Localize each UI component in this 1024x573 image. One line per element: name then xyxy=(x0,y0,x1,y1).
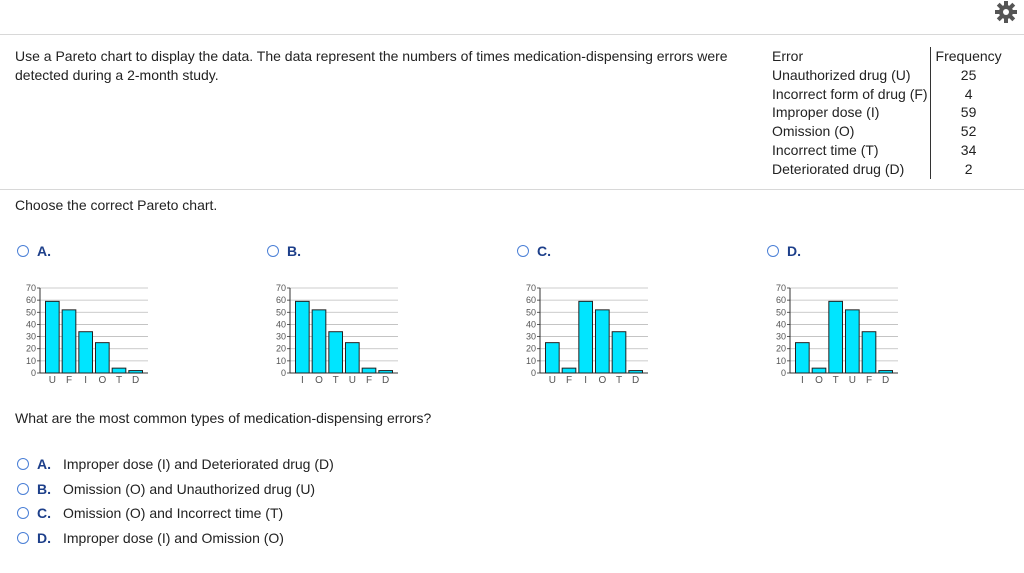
table-header-row xyxy=(770,47,1007,66)
option-letter: B. xyxy=(287,243,301,259)
gear-icon[interactable] xyxy=(994,0,1018,24)
y-tick-label: 30 xyxy=(25,331,36,342)
top-divider xyxy=(0,34,1024,35)
table-cell-error: Unauthorized drug (U) xyxy=(772,66,911,83)
y-tick-label: 30 xyxy=(525,331,536,342)
y-tick-label: 60 xyxy=(775,295,786,306)
option-letter: D. xyxy=(787,243,801,259)
answer-option-c[interactable] xyxy=(17,505,283,521)
table-header-frequency: Frequency xyxy=(930,47,1007,66)
option-letter: A. xyxy=(37,456,51,472)
y-tick-label: 30 xyxy=(275,331,286,342)
x-tick-label: F xyxy=(865,375,873,386)
bar xyxy=(312,310,326,373)
answer-text: Improper dose (I) and Omission (O) xyxy=(63,530,284,546)
y-tick-label: 50 xyxy=(775,307,786,318)
y-tick-label: 70 xyxy=(775,283,786,293)
bar xyxy=(796,343,810,373)
y-tick-label: 70 xyxy=(275,283,286,293)
chart-prompt: Choose the correct Pareto chart. xyxy=(15,197,218,213)
table-cell-error: Omission (O) xyxy=(772,123,855,140)
answer-option-d[interactable] xyxy=(17,530,284,546)
bar xyxy=(562,368,576,373)
y-tick-label: 20 xyxy=(525,343,536,354)
x-tick-label: I xyxy=(300,375,304,386)
x-tick-label: U xyxy=(48,375,56,386)
y-tick-label: 10 xyxy=(275,355,286,366)
x-tick-label: D xyxy=(632,375,640,386)
section-divider xyxy=(0,189,1024,190)
y-tick-label: 0 xyxy=(30,368,36,378)
bar xyxy=(862,332,876,373)
y-tick-label: 40 xyxy=(25,319,36,330)
bar xyxy=(629,371,643,373)
table-row xyxy=(770,66,1007,85)
x-tick-label: O xyxy=(598,375,607,386)
table-header-error: Error xyxy=(772,48,804,64)
bar xyxy=(612,332,626,373)
radio-button-icon[interactable] xyxy=(267,245,279,257)
bar xyxy=(62,310,76,373)
x-tick-label: F xyxy=(565,375,573,386)
bar xyxy=(579,301,593,373)
y-tick-label: 10 xyxy=(775,355,786,366)
y-tick-label: 40 xyxy=(775,319,786,330)
bar xyxy=(112,368,126,373)
y-tick-label: 40 xyxy=(525,319,536,330)
bar xyxy=(329,332,343,373)
table-row xyxy=(770,141,1007,160)
x-tick-label: I xyxy=(800,375,804,386)
chart-option-c[interactable] xyxy=(517,243,551,259)
table-row xyxy=(770,85,1007,104)
problem-statement: Use a Pareto chart to display the data. The data represent the numbers of times medication-dispensing errors were detected during a 2-month study. xyxy=(15,48,728,83)
table-cell-frequency: 4 xyxy=(930,85,1007,104)
table-row xyxy=(770,160,1007,179)
radio-button-icon[interactable] xyxy=(17,507,29,519)
table-row xyxy=(770,122,1007,141)
y-tick-label: 20 xyxy=(25,343,36,354)
bar xyxy=(296,301,310,373)
y-tick-label: 20 xyxy=(275,343,286,354)
bar xyxy=(346,343,360,373)
chart-option-d[interactable] xyxy=(767,243,801,259)
x-tick-label: U xyxy=(548,375,556,386)
table-cell-error: Deteriorated drug (D) xyxy=(772,160,905,177)
table-cell-frequency: 52 xyxy=(930,122,1007,141)
x-tick-label: T xyxy=(332,375,339,386)
bar xyxy=(46,301,60,373)
x-tick-label: F xyxy=(365,375,373,386)
bar xyxy=(129,371,143,373)
y-tick-label: 0 xyxy=(280,368,286,378)
x-tick-label: T xyxy=(832,375,839,386)
bar xyxy=(846,310,860,373)
x-tick-label: D xyxy=(132,375,140,386)
table-cell-frequency: 2 xyxy=(930,160,1007,179)
question-text: What are the most common types of medication-dispensing errors? xyxy=(15,410,432,426)
option-letter: C. xyxy=(537,243,551,259)
y-tick-label: 50 xyxy=(275,307,286,318)
option-letter: D. xyxy=(37,530,51,546)
y-tick-label: 10 xyxy=(25,355,36,366)
x-tick-label: F xyxy=(65,375,73,386)
answer-text: Omission (O) and Unauthorized drug (U) xyxy=(63,481,316,497)
bar xyxy=(379,371,393,373)
answer-text: Improper dose (I) and Deteriorated drug (D) xyxy=(63,456,334,472)
table-cell-error: Improper dose (I) xyxy=(772,104,880,121)
chart-option-b[interactable] xyxy=(267,243,301,259)
table-cell-error: Incorrect time (T) xyxy=(772,141,879,158)
bar xyxy=(596,310,610,373)
x-tick-label: I xyxy=(84,375,88,386)
table-cell-frequency: 25 xyxy=(930,66,1007,85)
y-tick-label: 60 xyxy=(275,295,286,306)
x-tick-label: O xyxy=(315,375,323,386)
y-tick-label: 70 xyxy=(525,283,536,293)
bar xyxy=(96,343,110,373)
radio-button-icon[interactable] xyxy=(517,245,529,257)
y-tick-label: 60 xyxy=(525,295,536,306)
radio-button-icon[interactable] xyxy=(767,245,779,257)
answer-text: Omission (O) and Incorrect time (T) xyxy=(63,505,284,521)
y-tick-label: 0 xyxy=(530,368,536,378)
table-row xyxy=(770,103,1007,122)
bar xyxy=(546,343,560,373)
y-tick-label: 30 xyxy=(775,331,786,342)
y-tick-label: 60 xyxy=(25,295,36,306)
frequency-table xyxy=(770,47,1007,179)
x-tick-label: D xyxy=(382,375,390,386)
radio-button-icon[interactable] xyxy=(17,532,29,544)
radio-button-icon[interactable] xyxy=(17,245,29,257)
answer-option-a[interactable] xyxy=(17,456,334,472)
answer-option-b[interactable] xyxy=(17,481,315,497)
pareto-chart-b xyxy=(264,280,404,390)
table-cell-frequency: 34 xyxy=(930,141,1007,160)
x-tick-label: U xyxy=(348,375,356,386)
option-letter: A. xyxy=(37,243,51,259)
bar xyxy=(79,332,93,373)
chart-option-a[interactable] xyxy=(17,243,51,259)
x-tick-label: O xyxy=(98,375,107,386)
pareto-chart-a xyxy=(14,280,154,390)
y-tick-label: 50 xyxy=(525,307,536,318)
pareto-chart-d xyxy=(764,280,904,390)
radio-button-icon[interactable] xyxy=(17,458,29,470)
bar xyxy=(812,368,826,373)
pareto-chart-c xyxy=(514,280,654,390)
x-tick-label: I xyxy=(584,375,588,386)
option-letter: C. xyxy=(37,505,51,521)
x-tick-label: O xyxy=(815,375,823,386)
table-cell-frequency: 59 xyxy=(930,103,1007,122)
y-tick-label: 10 xyxy=(525,355,536,366)
bar xyxy=(829,301,843,373)
x-tick-label: D xyxy=(882,375,890,386)
x-tick-label: T xyxy=(615,375,623,386)
bar xyxy=(879,371,893,373)
y-tick-label: 0 xyxy=(780,368,786,378)
y-tick-label: 20 xyxy=(775,343,786,354)
x-tick-label: T xyxy=(115,375,123,386)
y-tick-label: 70 xyxy=(25,283,36,293)
radio-button-icon[interactable] xyxy=(17,483,29,495)
option-letter: B. xyxy=(37,481,51,497)
y-tick-label: 40 xyxy=(275,319,286,330)
x-tick-label: U xyxy=(848,375,856,386)
table-cell-error: Incorrect form of drug (F) xyxy=(772,85,928,102)
bar xyxy=(362,368,376,373)
y-tick-label: 50 xyxy=(25,307,36,318)
